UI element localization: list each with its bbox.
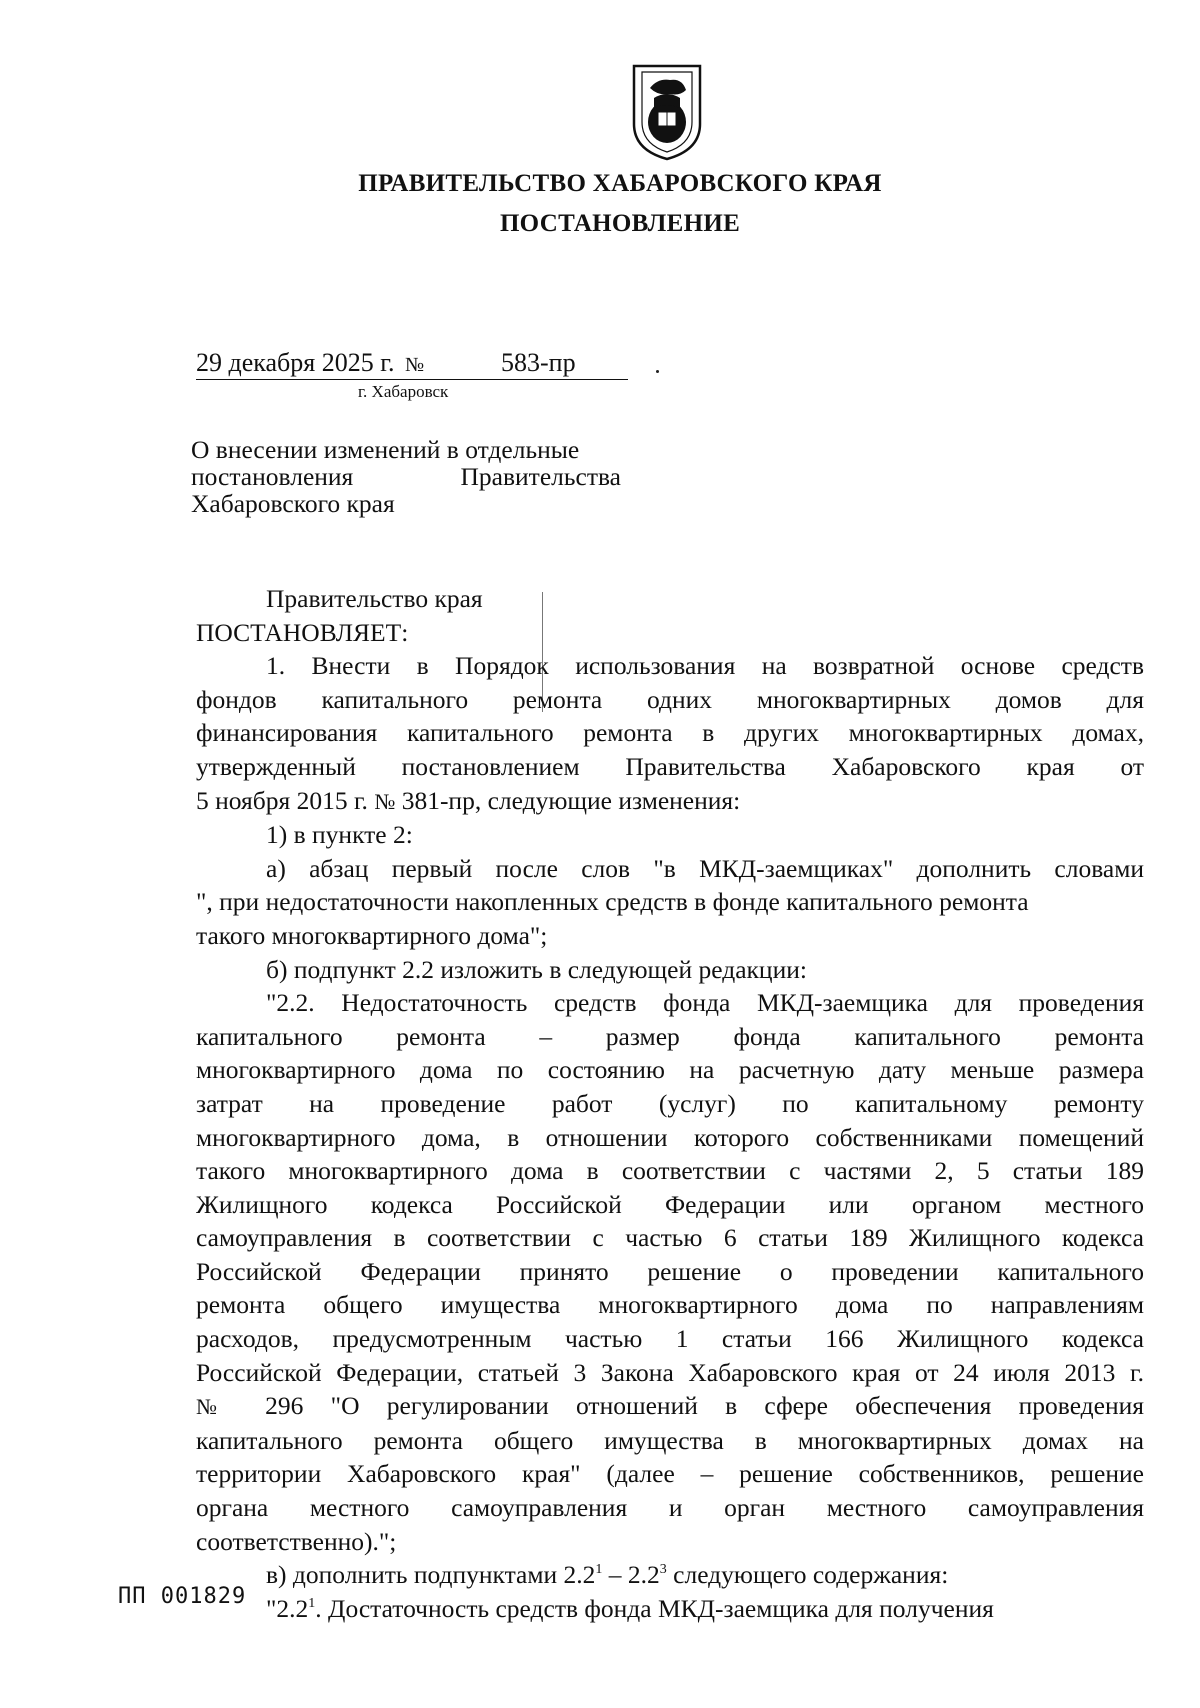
body-line: затрат на проведение работ (услуг) по капитальному ремонту <box>196 1088 1144 1118</box>
subject-word: постановления <box>191 462 354 491</box>
body-line: ", при недостаточности накопленных средств в фонде капитального ремонта <box>196 887 1029 917</box>
number-sign: № <box>196 1394 238 1420</box>
body-line: самоуправления в соответствии с частью 6 статьи 189 Жилищного кодекса <box>196 1223 1144 1253</box>
body-fragment: в) дополнить подпунктами 2.2 <box>266 1560 596 1590</box>
body-line: многоквартирного дома, в отношении которого собственниками помещений <box>196 1122 1144 1152</box>
superscript: 1 <box>308 1595 316 1611</box>
body-line: такого многоквартирного дома в соответствии с частями 2, 5 статьи 189 <box>196 1156 1144 1186</box>
body-line: органа местного самоуправления и орган местного самоуправления <box>196 1493 1144 1523</box>
body-line <box>196 1558 1144 1592</box>
subject-word: Правительства <box>460 462 621 491</box>
body-line: расходов, предусмотренным частью 1 статьи 166 Жилищного кодекса <box>196 1324 1144 1354</box>
body-line: Правительство края <box>266 584 483 613</box>
body-line <box>196 1389 1144 1424</box>
body-line: капитального ремонта – размер фонда капитального ремонта <box>196 1021 1144 1051</box>
body-fragment: 381-пр, следующие изменения: <box>401 785 741 815</box>
coat-of-arms-bear-icon <box>628 62 706 162</box>
body-line: фондов капитального ремонта одних многоквартирных домов для <box>196 684 1144 714</box>
body-line <box>196 1592 1144 1626</box>
superscript: 1 <box>595 1562 603 1578</box>
body-fragment: 5 ноября 2015 г. <box>196 785 368 815</box>
body-fragment: следующего содержания: <box>673 1560 949 1590</box>
document-subject <box>191 436 621 517</box>
organization-title: ПРАВИТЕЛЬСТВО ХАБАРОВСКОГО КРАЯ <box>358 170 882 197</box>
body-line: 1. Внести в Порядок использования на возвратной основе средств <box>266 651 1144 681</box>
body-line: Российской Федерации, статьей 3 Закона Хабаровского края от 24 июля 2013 г. <box>196 1357 1144 1387</box>
body-fragment: – 2.2 <box>608 1560 660 1590</box>
document-body <box>196 582 1144 1625</box>
body-line: Российской Федерации принято решение о проведении капитального <box>196 1256 1144 1286</box>
body-line: 1) в пункте 2: <box>266 820 413 850</box>
number-sign: № <box>404 354 425 376</box>
superscript: 3 <box>659 1562 667 1578</box>
body-fragment: "2.2 <box>266 1593 309 1623</box>
document-city: г. Хабаровск <box>358 382 449 401</box>
body-line: "2.2. Недостаточность средств фонда МКД-заемщика для проведения <box>266 988 1144 1018</box>
date-underline <box>196 379 628 380</box>
body-line: финансирования капитального ремонта в других многоквартирных домах, <box>196 718 1144 748</box>
body-line: Жилищного кодекса Российской Федерации или органом местного <box>196 1189 1144 1219</box>
scan-speck <box>656 370 659 373</box>
body-fragment: 296 "О регулировании отношений в сфере обеспечения проведения <box>265 1391 1144 1421</box>
number-sign: № <box>374 788 396 814</box>
subject-line: О внесении изменений в отдельные <box>191 435 580 464</box>
body-line: утвержденный постановлением Правительства Хабаровского края от <box>196 751 1144 781</box>
body-line: б) подпункт 2.2 изложить в следующей редакции: <box>266 954 807 984</box>
body-line: такого многоквартирного дома"; <box>196 920 548 950</box>
body-line <box>196 784 1144 819</box>
subject-line <box>191 463 621 490</box>
date-number-line <box>196 348 576 378</box>
subject-line: Хабаровского края <box>191 489 395 518</box>
body-line: ремонта общего имущества многоквартирного дома по направлениям <box>196 1290 1144 1320</box>
body-line: ПОСТАНОВЛЯЕТ: <box>196 617 409 647</box>
document-type-title: ПОСТАНОВЛЕНИЕ <box>499 210 741 237</box>
document-number: 583-пр <box>501 348 576 377</box>
body-line: а) абзац первый после слов "в МКД-заемщиках" дополнить словами <box>266 853 1144 883</box>
body-line: многоквартирного дома по состоянию на расчетную дату меньше размера <box>196 1055 1144 1085</box>
body-fragment: . Достаточность средств фонда МКД-заемщика для получения <box>315 1593 994 1623</box>
body-line: капитального ремонта общего имущества в многоквартирных домах на <box>196 1425 1144 1455</box>
body-line: соответственно)."; <box>196 1526 397 1556</box>
document-serial-code: ПП 001829 <box>118 1584 247 1609</box>
document-date: 29 декабря 2025 г. <box>196 348 395 377</box>
body-line: территории Хабаровского края" (далее – решение собственников, решение <box>196 1459 1144 1489</box>
